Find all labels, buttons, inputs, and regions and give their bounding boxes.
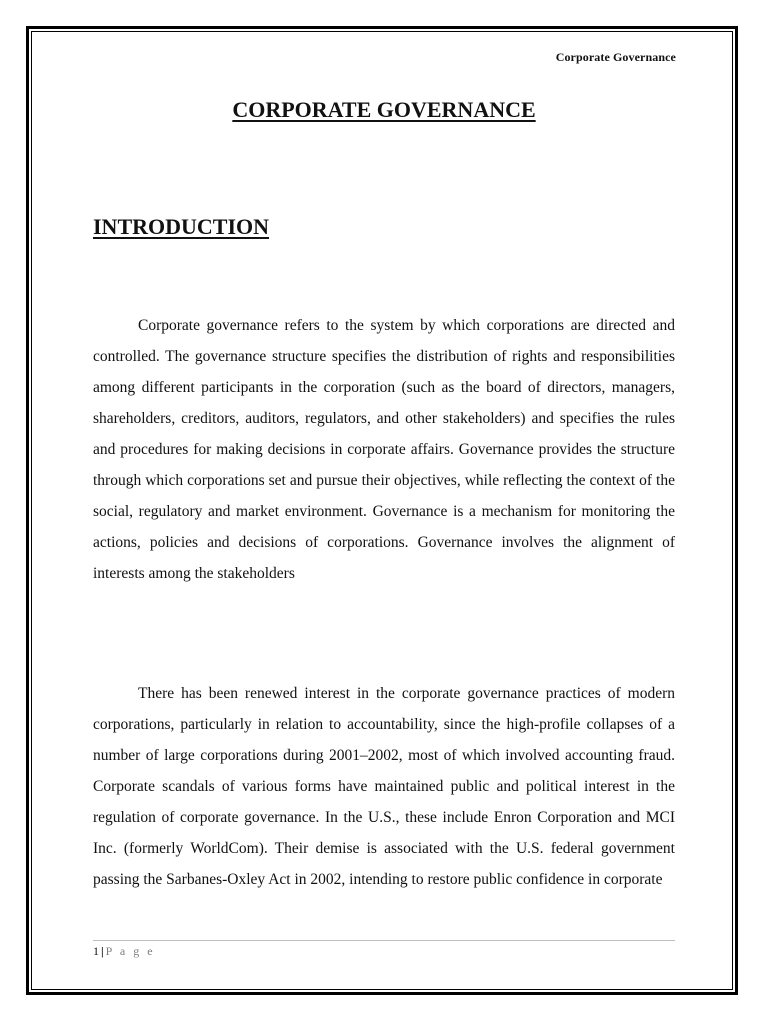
page-separator: | — [101, 944, 104, 958]
paragraph-2-text: There has been renewed interest in the corporate governance practices of modern corporations, particularly in relation to accountability, since the high-profile collapses of a number of large corporations during 2001–2002, most of which involved accounting fraud. Corporate scandals of various forms have maintained public and political interest in the regulation of corporate governance. In the U.S., these include Enron Corporation and MCI Inc. (formerly WorldCom). Their demise is associated with the U.S. federal government passing the Sarbanes-Oxley Act in 2002, intending to restore public confidence in corporate — [93, 685, 675, 888]
running-header: Corporate Governance — [555, 50, 676, 64]
paragraph-2 — [93, 678, 675, 895]
page-footer — [93, 944, 155, 959]
document-title: CORPORATE GOVERNANCE — [232, 97, 536, 122]
page-number: 1 — [93, 944, 99, 958]
page-label: P a g e — [105, 944, 156, 958]
paragraph-1 — [93, 310, 675, 589]
paragraph-1-text: Corporate governance refers to the system by which corporations are directed and controlled. The governance structure specifies the distribution of rights and responsibilities among different participants in the corporation (such as the board of directors, managers, shareholders, creditors, auditors, regulators, and other stakeholders) and specifies the rules and procedures for making decisions in corporate affairs. Governance provides the structure through which corporations set and pursue their objectives, while reflecting the context of the social, regulatory and market environment. Governance is a mechanism for monitoring the actions, policies and decisions of corporations. Governance involves the alignment of interests among the stakeholders — [93, 317, 675, 582]
section-heading-introduction: INTRODUCTION — [93, 214, 270, 239]
footer-divider — [93, 940, 675, 941]
